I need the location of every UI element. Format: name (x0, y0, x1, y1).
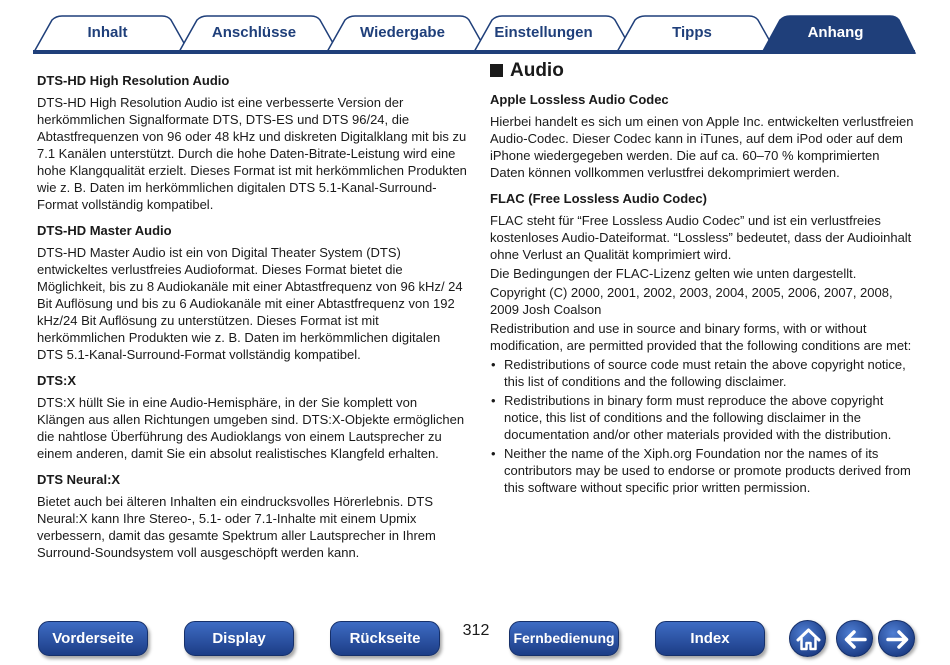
bullet-icon: • (491, 446, 496, 461)
list-item (490, 445, 915, 496)
fernbedienung-button[interactable]: Fernbedienung (509, 621, 619, 656)
arrow-left-icon (837, 621, 874, 658)
text-dts-hd-ma: DTS-HD Master Audio ist ein von Digital Theater System (DTS) entwickeltes verlustfreies Audioformat. Dieses Format bietet die Möglichkeit, bis zu 8 Audiokanäle mit einer Abtastfrequenz von 96 kHz/ 24 Bit Auflösung und bis zu 6 Audiokanäle mit einer Abtastfrequenz von 192 kHz/24 Bit Auflösung zu unterstützen. Dieses Format ist mit herkömmlichen Produkten wie z. B. Daten im herkömmlichen digitalen DTS 5.1-Kanal-Surround-Format vollständig kompatibel. (37, 245, 463, 362)
right-column (490, 62, 915, 498)
home-button[interactable] (789, 620, 826, 657)
tab-baseline (33, 50, 915, 54)
tab-wiedergabe[interactable]: Wiedergabe (360, 24, 445, 41)
tab-anhang[interactable]: Anhang (807, 24, 864, 41)
heading-alac: Apple Lossless Audio Codec (490, 92, 669, 107)
display-button[interactable]: Display (184, 621, 294, 656)
rueckseite-button[interactable]: Rückseite (330, 621, 440, 656)
heading-flac: FLAC (Free Lossless Audio Codec) (490, 191, 707, 206)
heading-dts-neural-x: DTS Neural:X (37, 472, 121, 487)
heading-dts-x: DTS:X (37, 373, 76, 388)
heading-dts-hd-hra: DTS-HD High Resolution Audio (37, 73, 230, 88)
arrow-right-icon (879, 621, 916, 658)
list-item-text: Neither the name of the Xiph.org Foundation nor the names of its contributors may be used to endorse or promote products derived from this software without specific prior written permission. (504, 446, 911, 495)
section-square-icon (490, 64, 503, 77)
tab-anschluesse[interactable]: Anschlüsse (211, 24, 297, 41)
bullet-icon: • (491, 357, 496, 372)
text-alac: Hierbei handelt es sich um einen von Apple Inc. entwickelten verlustfreien Audio-Codec. Dieser Codec kann in iTunes, auf dem iPod oder auf dem iPhone wiedergegeben werden. Die auf ca. 60–70 % komprimierten Daten können vollkommen verlustfrei dekomprimiert werden. (490, 114, 914, 180)
text-flac-redistribution: Redistribution and use in source and binary forms, with or without modification, are permitted provided that the following conditions are met: (490, 321, 912, 353)
heading-dts-hd-ma: DTS-HD Master Audio (37, 223, 172, 238)
tab-bar (0, 0, 950, 56)
license-conditions-list (490, 356, 915, 496)
text-dts-x: DTS:X hüllt Sie in eine Audio-Hemisphäre, in der Sie komplett von Klängen aus allen Richtungen umgeben sind. DTS:X-Objekte ermöglichen die nahtlose Überführung des Audioklangs von einem Lautsprecher zu einem anderen, damit Sie ein absolut realistisches Klangfeld erhalten. (37, 395, 465, 461)
tab-einstellungen[interactable]: Einstellungen (494, 24, 593, 41)
text-flac-license: Die Bedingungen der FLAC-Lizenz gelten wie unten dargestellt. (490, 266, 857, 281)
text-dts-neural-x: Bietet auch bei älteren Inhalten ein eindrucksvolles Hörerlebnis. DTS Neural:X kann Ihre Stereo-, 5.1- oder 7.1-Inhalte mit einem Upmix verbessern, damit das gesamte Spektrum aller Lautsprecher in Ihrem Surround-Soundsystem voll ausgeschöpft werden kann. (37, 494, 436, 560)
text-dts-hd-hra: DTS-HD High Resolution Audio ist eine verbesserte Version der herkömmlichen Signalformate DTS, DTS-ES und DTS 96/24, die Abtastfrequenzen von 96 oder 48 kHz und diskreten Digitalklang mit bis zu 7.1 Kanälen unterstützt. Durch die hohe Daten-Bitrate-Leistung wird eine hohe Klangqualität erzielt. Dieses Format ist mit herkömmlichen Produkten wie z. B. Daten im herkömmlichen digitalen DTS 5.1-Kanal-Surround-Format vollständig kompatibel. (37, 95, 467, 212)
vorderseite-button[interactable]: Vorderseite (38, 621, 148, 656)
tab-inhalt[interactable]: Inhalt (87, 24, 128, 41)
list-item (490, 356, 915, 390)
bullet-icon: • (491, 393, 496, 408)
left-column (37, 68, 467, 563)
list-item (490, 392, 915, 443)
list-item-text: Redistributions in binary form must reproduce the above copyright notice, this list of conditions and the following disclaimer in the documentation and/or other materials provided with the distribution. (504, 393, 892, 442)
page-number: 312 (462, 622, 490, 639)
text-flac-intro: FLAC steht für “Free Lossless Audio Codec” und ist ein verlustfreies kostenloses Audio-Dateiformat. “Lossless” bedeutet, dass der Audioinhalt ohne Verlust an Qualität komprimiert wird. (490, 213, 912, 262)
index-button[interactable]: Index (655, 621, 765, 656)
section-title: Audio (510, 60, 564, 81)
home-icon (790, 621, 827, 658)
next-page-button[interactable] (878, 620, 915, 657)
previous-page-button[interactable] (836, 620, 873, 657)
text-flac-copyright: Copyright (C) 2000, 2001, 2002, 2003, 2004, 2005, 2006, 2007, 2008, 2009 Josh Coalson (490, 285, 893, 317)
list-item-text: Redistributions of source code must retain the above copyright notice, this list of conditions and the following disclaimer. (504, 357, 906, 389)
section-heading-audio (490, 62, 915, 79)
tab-tipps[interactable]: Tipps (672, 24, 712, 41)
